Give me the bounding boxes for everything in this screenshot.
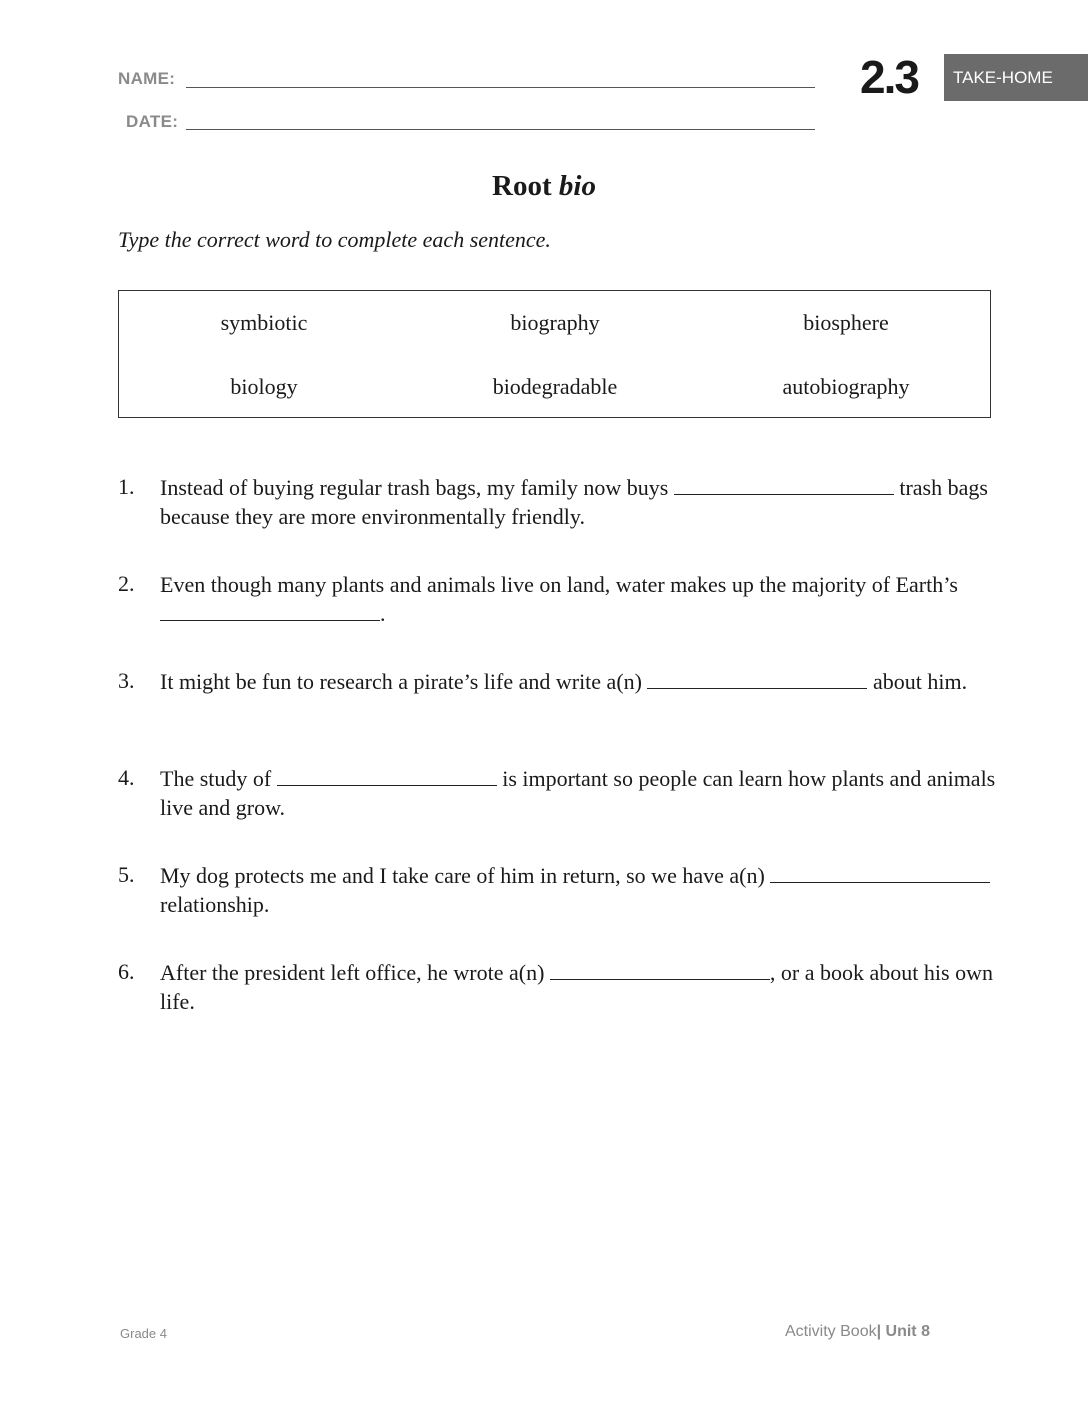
question-before: My dog protects me and I take care of him in return, so we have a(n) xyxy=(160,863,771,888)
question-text xyxy=(160,958,1000,1016)
page-title xyxy=(0,170,1088,203)
question-number: 1. xyxy=(118,474,135,499)
question-text xyxy=(160,764,1000,822)
name-label: NAME: xyxy=(118,69,176,88)
footer-unit: Unit 8 xyxy=(885,1323,930,1340)
answer-blank[interactable] xyxy=(550,961,770,980)
question-after: is important so people can learn how plants and animals live and grow. xyxy=(160,766,996,820)
word-bank-item: biology xyxy=(230,374,298,399)
question-before: Even though many plants and animals live on land, water makes up the majority of Earth’s xyxy=(160,572,958,597)
question-number: 3. xyxy=(118,668,135,693)
question-before: It might be fun to research a pirate’s life and write a(n) xyxy=(160,669,648,694)
question-number: 2. xyxy=(118,571,135,596)
question-after: trash bags because they are more environmentally friendly. xyxy=(160,475,988,529)
question-text xyxy=(160,473,1000,531)
question-before: The study of xyxy=(160,766,277,791)
date-label: DATE: xyxy=(126,112,179,131)
word-bank xyxy=(118,290,991,418)
footer-book-info xyxy=(785,1323,930,1341)
question-after: . xyxy=(380,601,386,626)
word-bank-item: biosphere xyxy=(803,310,889,335)
question-number: 6. xyxy=(118,959,135,984)
instructions: Type the correct word to complete each sentence. xyxy=(118,227,551,252)
footer-book: Activity Book xyxy=(785,1323,877,1340)
name-line[interactable] xyxy=(186,87,815,88)
lesson-number: 2.3 xyxy=(860,51,918,103)
answer-blank[interactable] xyxy=(277,767,497,786)
question-number: 4. xyxy=(118,765,135,790)
title-emphasis: bio xyxy=(558,170,596,202)
answer-blank[interactable] xyxy=(770,864,990,883)
word-bank-item: autobiography xyxy=(782,374,910,399)
answer-blank[interactable] xyxy=(647,670,867,689)
question-before: Instead of buying regular trash bags, my family now buys xyxy=(160,475,674,500)
word-bank-item: biodegradable xyxy=(492,374,618,399)
question-after: relationship. xyxy=(160,892,270,917)
word-bank-item: symbiotic xyxy=(220,310,308,335)
word-bank-item: biography xyxy=(510,310,600,335)
title-main: Root xyxy=(492,170,559,202)
question-text xyxy=(160,861,1000,919)
question-number: 5. xyxy=(118,862,135,887)
answer-blank[interactable] xyxy=(160,602,380,621)
footer-grade: Grade 4 xyxy=(120,1326,167,1341)
question-text xyxy=(160,667,1000,696)
question-text xyxy=(160,570,1000,628)
answer-blank[interactable] xyxy=(674,476,894,495)
take-home-badge: TAKE-HOME xyxy=(944,54,1088,101)
footer-separator: | xyxy=(876,1323,882,1340)
question-after: , or a book about his own life. xyxy=(160,960,993,1014)
date-line[interactable] xyxy=(186,129,815,130)
question-after: about him. xyxy=(867,669,968,694)
question-before: After the president left office, he wrote a(n) xyxy=(160,960,550,985)
